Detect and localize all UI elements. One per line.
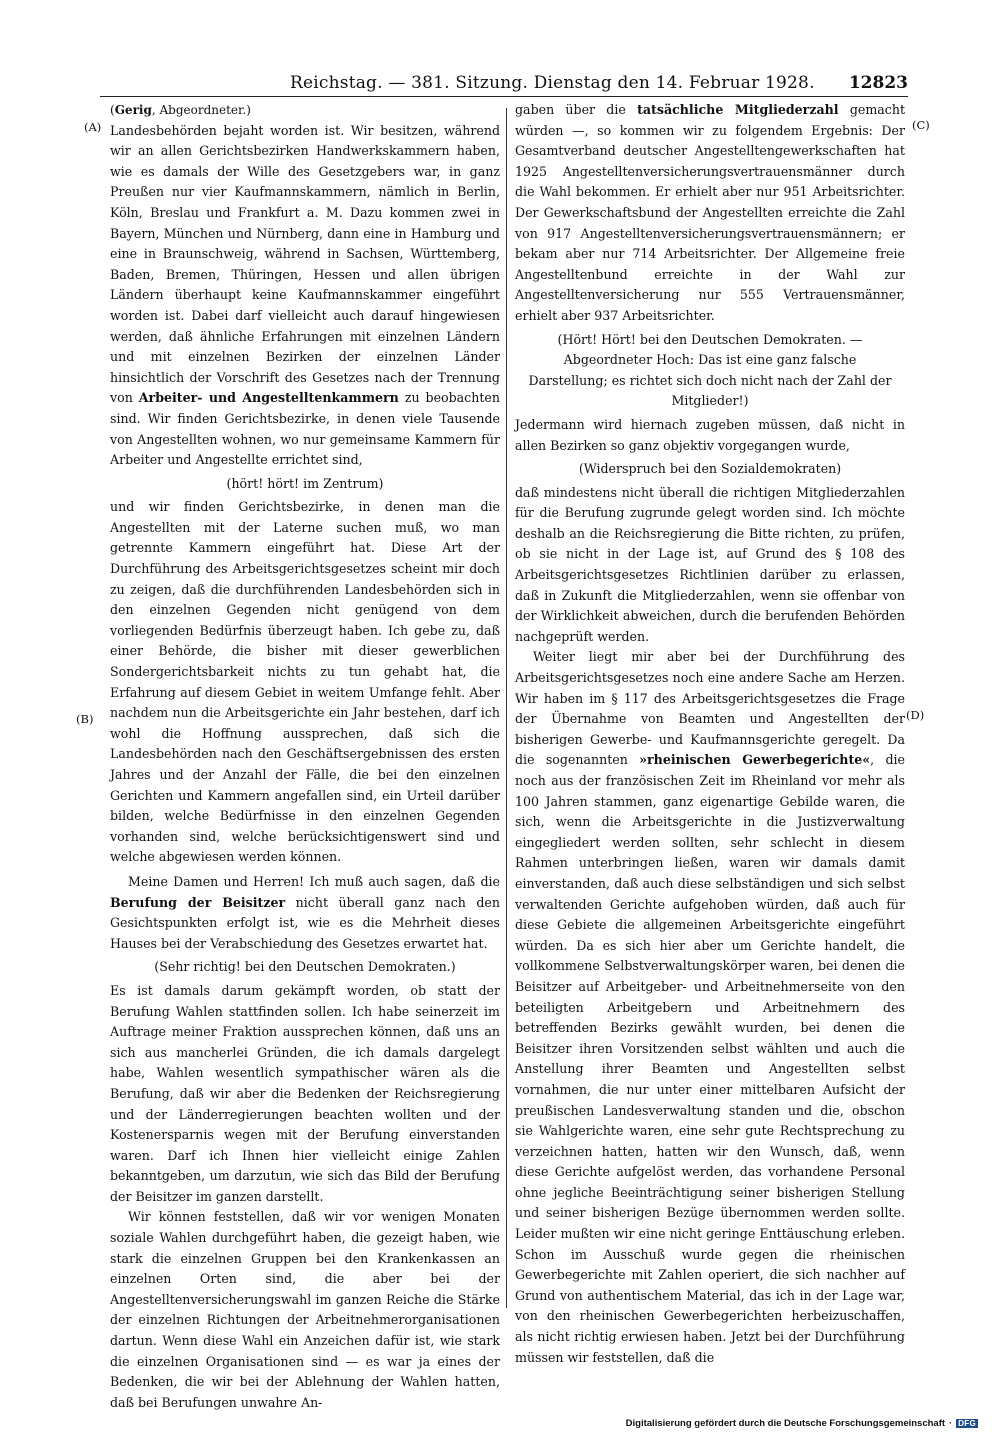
margin-marker-c: (C) — [912, 118, 930, 132]
footer-text: Digitalisierung gefördert durch die Deutsche Forschungsgemeinschaft — [625, 1418, 946, 1429]
margin-marker-d: (D) — [906, 708, 925, 722]
right-interjection-2: (Widerspruch bei den Sozialdemokraten) — [578, 461, 842, 477]
column-divider — [506, 108, 507, 1308]
left-paragraph-2: und wir finden Gerichtsbezirke, in denen man die Angestellten mit der Laterne suchen muß, wo man getrennte Kammern eingeführt hat. Diese Art der Durchführung des Arbeitsgerichtsgesetzes scheint mir doch zu zeigen, daß die durchführenden Landesbehörden sich in den einzelnen Gegenden nicht genügend von dem vorliegenden Bedürfnis überzeugt haben. Ich gebe zu, daß einer Behörde, die bisher mit dieser gewerblichen Sondergerichtsbarkeit nichts zu tun gehabt hat, die Erfahrung auf diesem Gebiet in weitem Umfange fehlt. Aber nachdem nun die Arbeitsgerichte ein Jahr bestehen, darf ich wohl die Hoffnung aussprechen, daß sich die Landesbehörden nach den Geschäftsergebnissen des ersten Jahres und der Anzahl der Fälle, die bei den einzelnen Gerichten und Kammern angefallen sind, ein Urteil darüber bilden, welche Bedürfnisse in den einzelnen Gegenden vorhanden sind, welche berücksichtigenswert sind und welche abgewiesen werden können. — [110, 499, 500, 865]
page-title: Reichstag. — 381. Sitzung. Dienstag den 14. Februar 1928. — [290, 73, 815, 93]
left-p1-emphasis: Arbeiter- und Angestelltenkammern — [138, 390, 399, 406]
left-interjection-1: (hört! hört! im Zentrum) — [226, 475, 384, 491]
right-p1-text-b: gemacht würden —, so kommen wir zu folgendem Ergebnis: Der Gesamtverband deutscher Angestelltengewerkschaften hat 1925 Angestelltenversicherungsvertrauensmänner durch die Wahl bekommen. Er erhielt aber nur 951 Arbeitsrichter. Der Gewerkschaftsbund der Angestellten erreichte die Zahl von 917 Angestelltenversicherungsvertrauensmännern; er bekam aber nur 714 Arbeitsrichter. Der Allgemeine freie Angestelltenbund erreichte in der Wahl zur Angestelltenversicherung nur 555 Vertrauensmänner, erhielt aber 937 Arbeitsrichter. — [515, 102, 906, 323]
left-paragraph-5: Wir können feststellen, daß wir vor wenigen Monaten soziale Wahlen durchgeführt haben, die gezeigt haben, wie stark die einzelnen Gruppen bei den Krankenkassen an einzelnen Orten sind, die aber bei der Angestelltenversicherungswahl im ganzen Reiche die Stärke der einzelnen Richtungen der Arbeitnehmerorganisationen dartun. Wenn diese Wahl ein Anzeichen dafür ist, wie stark die einzelnen Organisationen sind — es war ja eines der Bedenken, die wir bei der Ablehnung der Wahlen hatten, daß bei Berufungen unwahre An- — [110, 1209, 500, 1410]
left-paragraph-4: Es ist damals darum gekämpft worden, ob statt der Berufung Wahlen stattfinden sollen. Ich habe seinerzeit im Auftrage meiner Fraktion aussprechen können, daß uns an sich aus mancherlei Gründen, die ich damals dargelegt habe, Wahlen wesentlich sympathischer wären als die Berufung, daß wir aber die Bedenken der Reichsregierung und der Länderregierungen beachten wollten und der Kostenersparnis wegen mit der Berufung einverstanden waren. Darf ich Ihnen hier vielleicht einige Zahlen bekanntgeben, um darzutun, wie sich das Bild der Berufung der Beisitzer im ganzen darstellt. — [110, 982, 500, 1204]
left-p1-text-b: zu beobachten sind. Wir finden Gerichtsbezirke, in denen viele Tausende von Angestellten wohnen, wo nur gemeinsame Kammern für Arbeiter und Angestellte errichtet sind, — [110, 390, 500, 468]
margin-marker-b: (B) — [76, 712, 94, 726]
left-paragraph-3 — [110, 872, 500, 954]
left-p3-text-b: nicht überall ganz nach den Gesichtspunkten erfolgt ist, wie es die Mehrheit dieses Hauses bei der Verabschiedung des Gesetzes erwartet hat. — [110, 894, 501, 951]
right-paragraph-1 — [515, 100, 905, 327]
left-paragraph-1 — [110, 121, 500, 471]
header-rule — [100, 96, 908, 97]
right-paragraph-4 — [515, 647, 905, 1368]
speaker-name: Gerig — [114, 103, 152, 117]
page-number: 12823 — [848, 73, 908, 93]
footer-credit — [626, 1418, 978, 1429]
left-column — [110, 100, 500, 1413]
left-p1-text-a: Landesbehörden bejaht worden ist. Wir besitzen, während wir an allen Gerichtsbezirken Handwerkskammern haben, wie es damals der Wille des Gesetzgebers war, in ganz Preußen nur vier Kaufmannskammern, nämlich in Berlin, Köln, Breslau und Frankfurt a. M. Dazu kommen zwei in Bayern, München und Nürnberg, dann eine in Hamburg und eine in Braunschweig, während in Sachsen, Württemberg, Baden, Bremen, Thüringen, Hessen und allen übrigen Ländern überhaupt keine Kaufmannskammer eingeführt worden ist. Dabei darf vielleicht auch darauf hingewiesen werden, daß ähnliche Erfahrungen mit einzelnen Ländern und mit einzelnen Bezirken der einzelnen Länder hinsichtlich der Vorschrift des Gesetzes nach der Trennung von — [110, 122, 500, 406]
left-p3-emphasis: Berufung der Beisitzer — [110, 894, 286, 910]
left-p3-text-a: Meine Damen und Herren! Ich muß auch sagen, daß die — [128, 873, 500, 889]
left-interjection-2: (Sehr richtig! bei den Deutschen Demokraten.) — [154, 959, 456, 975]
margin-marker-a: (A) — [84, 120, 102, 134]
right-column — [515, 100, 905, 1368]
right-p4-emphasis: »rheinischen Gewerbegerichte« — [639, 752, 871, 768]
speaker-role: , Abgeordneter. — [151, 103, 247, 117]
right-paragraph-3: daß mindestens nicht überall die richtigen Mitgliederzahlen für die Berufung zugrunde gelegt worden sind. Ich möchte deshalb an die Reichsregierung die Bitte richten, zu prüfen, ob sie nicht in der Lage ist, auf Grund des § 108 des Arbeitsgerichtsgesetzes Richtlinien darüber zu erlassen, daß in Zukunft die Mitgliederzahlen, wenn sie offenbar von der Wirklichkeit abweichen, durch die berufenden Behörden nachgeprüft werden. — [515, 484, 905, 644]
page-header — [100, 73, 908, 97]
right-p1-emphasis: tatsächliche Mitgliederzahl — [637, 102, 839, 117]
right-p1-text-a: gaben über die — [515, 102, 626, 117]
speaker-line: (Gerig, Abgeordneter.) — [110, 103, 251, 117]
right-interjection-1: (Hört! Hört! bei den Deutschen Demokraten. — Abgeordneter Hoch: Das ist eine ganz falsche Darstellung; es richtet sich doch nicht nach der Zahl der Mitglieder!) — [528, 331, 892, 409]
footer-separator-icon: · — [949, 1418, 953, 1429]
right-p4-text-b: , die noch aus der französischen Zeit im Rheinland vor mehr als 100 Jahren stammen, ganz eigenartige Gebilde waren, die sich, wenn die Arbeitsgerichte in die Justizverwaltung eingegliedert werden sollten, sehr schlecht in diesem Rahmen unterbringen ließen, waren wir damals damit einverstanden, daß auch diese selbständigen und sich selbst verwaltenden Gerichte aufgehoben würden, daß auch für diese Gebiete die allgemeinen Arbeitsgerichte eingeführt würden. Da es sich hier aber um Gerichte handelt, die vollkommene Selbstverwaltungskörper waren, bei denen die Beisitzer auf Arbeitgeber- und Arbeitnehmerseite von den beteiligten Arbeitgebern und Arbeitnehmern des betreffenden Bezirks gewählt wurden, bei denen die Beisitzer ihren Vorsitzenden selbst wählten und auch die Anstellung ihrer Beamten und Angestellten selbst vornahmen, die nur unter einer mittelbaren Aufsicht der preußischen Landesverwaltung standen und die, obschon sie Wahlgerichte waren, eine sehr gute Rechtsprechung zu verzeichnen hatten, hatten wir den Wunsch, daß, wenn diese Gerichte aufgelöst werden, das vorhandene Personal ohne jegliche Beeinträchtigung seiner bisherigen Stellung und seiner bisherigen Bezüge übernommen werden sollte. Leider mußten wir eine nicht geringe Enttäuschung erleben. Schon im Ausschuß wurde gegen die rheinischen Gewerbegerichte mit Zahlen operiert, die sich nachher auf Grund von authentischem Material, das ich in der Lage war, von den rheinischen Gewerbegerichten herbeizuschaffen, als nicht richtig erwiesen haben. Jetzt bei der Durchführung müssen wir feststellen, daß die — [515, 752, 905, 1365]
right-p4-text-a: Weiter liegt mir aber bei der Durchführung des Arbeitsgerichtsgesetzes noch eine andere Sache am Herzen. Wir haben im § 117 des Arbeitsgerichtsgesetzes die Frage der Übernahme von Beamten und Angestellten der bisherigen Gewerbe- und Kaufmannsgerichte geregelt. Da die sogenannten — [515, 649, 905, 768]
dfg-logo: DFG — [958, 1419, 976, 1428]
right-paragraph-2: Jedermann wird hiernach zugeben müssen, daß nicht in allen Bezirken so ganz objektiv vorgegangen wurde, — [515, 416, 905, 453]
